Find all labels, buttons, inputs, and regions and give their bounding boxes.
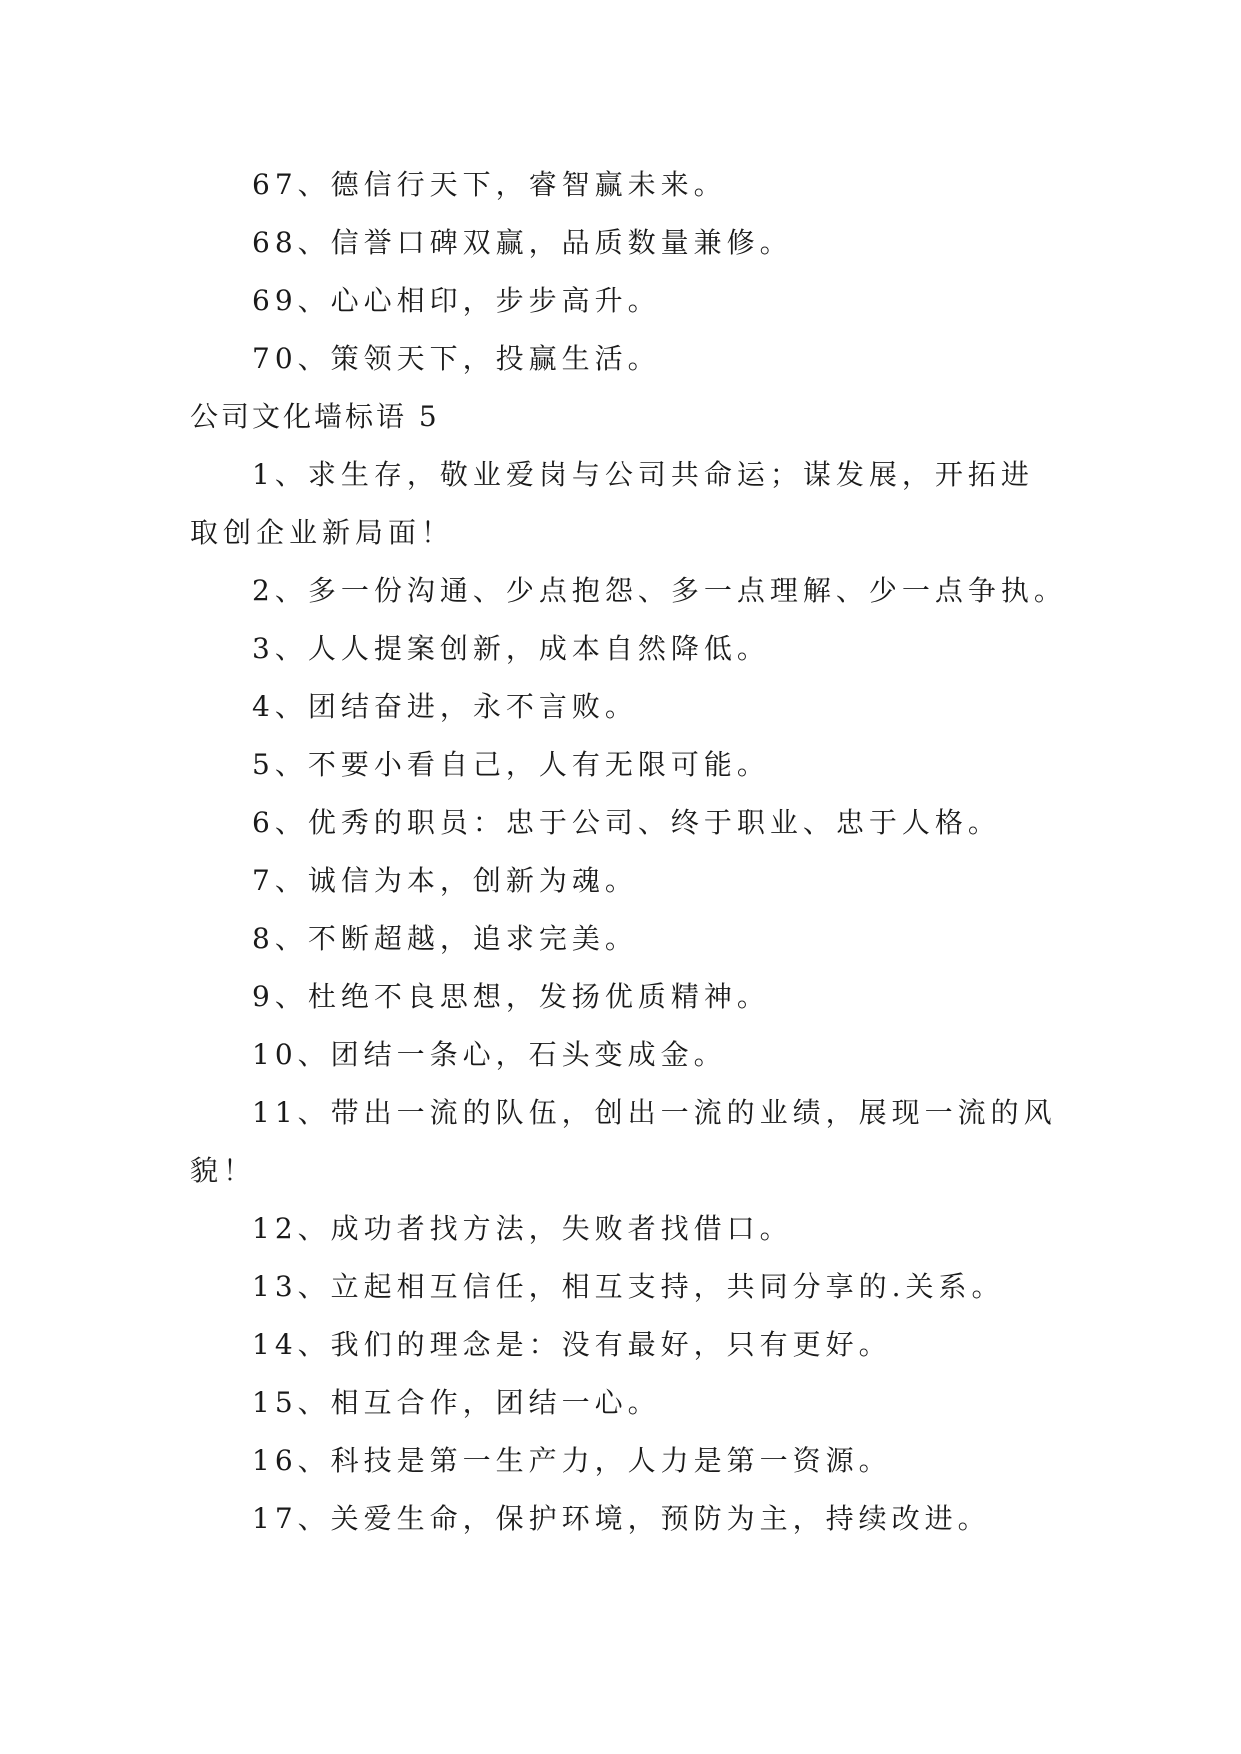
slogan-line: 14、我们的理念是：没有最好，只有更好。 bbox=[252, 1328, 892, 1361]
slogan-line: 68、信誉口碑双赢，品质数量兼修。 bbox=[252, 226, 793, 259]
slogan-line: 3、人人提案创新，成本自然降低。 bbox=[252, 632, 770, 665]
slogan-line: 13、立起相互信任，相互支持，共同分享的.关系。 bbox=[252, 1270, 1005, 1303]
slogan-line: 1、求生存，敬业爱岗与公司共命运；谋发展，开拓进 bbox=[252, 458, 1034, 491]
slogan-line-continuation: 貌！ bbox=[190, 1154, 257, 1187]
slogan-line: 15、相互合作，团结一心。 bbox=[252, 1386, 661, 1419]
section-heading: 公司文化墙标语 5 bbox=[190, 400, 440, 433]
slogan-line: 67、德信行天下，睿智赢未来。 bbox=[252, 168, 727, 201]
slogan-line: 4、团结奋进，永不言败。 bbox=[252, 690, 638, 723]
document-body bbox=[190, 156, 1067, 1548]
slogan-line: 10、团结一条心，石头变成金。 bbox=[252, 1038, 727, 1071]
slogan-line: 17、关爱生命，保护环境，预防为主，持续改进。 bbox=[252, 1502, 991, 1535]
slogan-line: 16、科技是第一生产力，人力是第一资源。 bbox=[252, 1444, 892, 1477]
slogan-line: 9、杜绝不良思想，发扬优质精神。 bbox=[252, 980, 770, 1013]
slogan-line: 5、不要小看自己，人有无限可能。 bbox=[252, 748, 770, 781]
slogan-line: 8、不断超越，追求完美。 bbox=[252, 922, 638, 955]
slogan-line: 70、策领天下，投赢生活。 bbox=[252, 342, 661, 375]
slogan-line-continuation: 取创企业新局面！ bbox=[190, 516, 455, 549]
slogan-line: 12、成功者找方法，失败者找借口。 bbox=[252, 1212, 793, 1245]
slogan-line: 69、心心相印，步步高升。 bbox=[252, 284, 661, 317]
slogan-line: 7、诚信为本，创新为魂。 bbox=[252, 864, 638, 897]
slogan-line: 11、带出一流的队伍，创出一流的业绩，展现一流的风 bbox=[252, 1096, 1057, 1129]
slogan-line: 2、多一份沟通、少点抱怨、多一点理解、少一点争执。 bbox=[252, 574, 1067, 607]
slogan-line: 6、优秀的职员：忠于公司、终于职业、忠于人格。 bbox=[252, 806, 1001, 839]
